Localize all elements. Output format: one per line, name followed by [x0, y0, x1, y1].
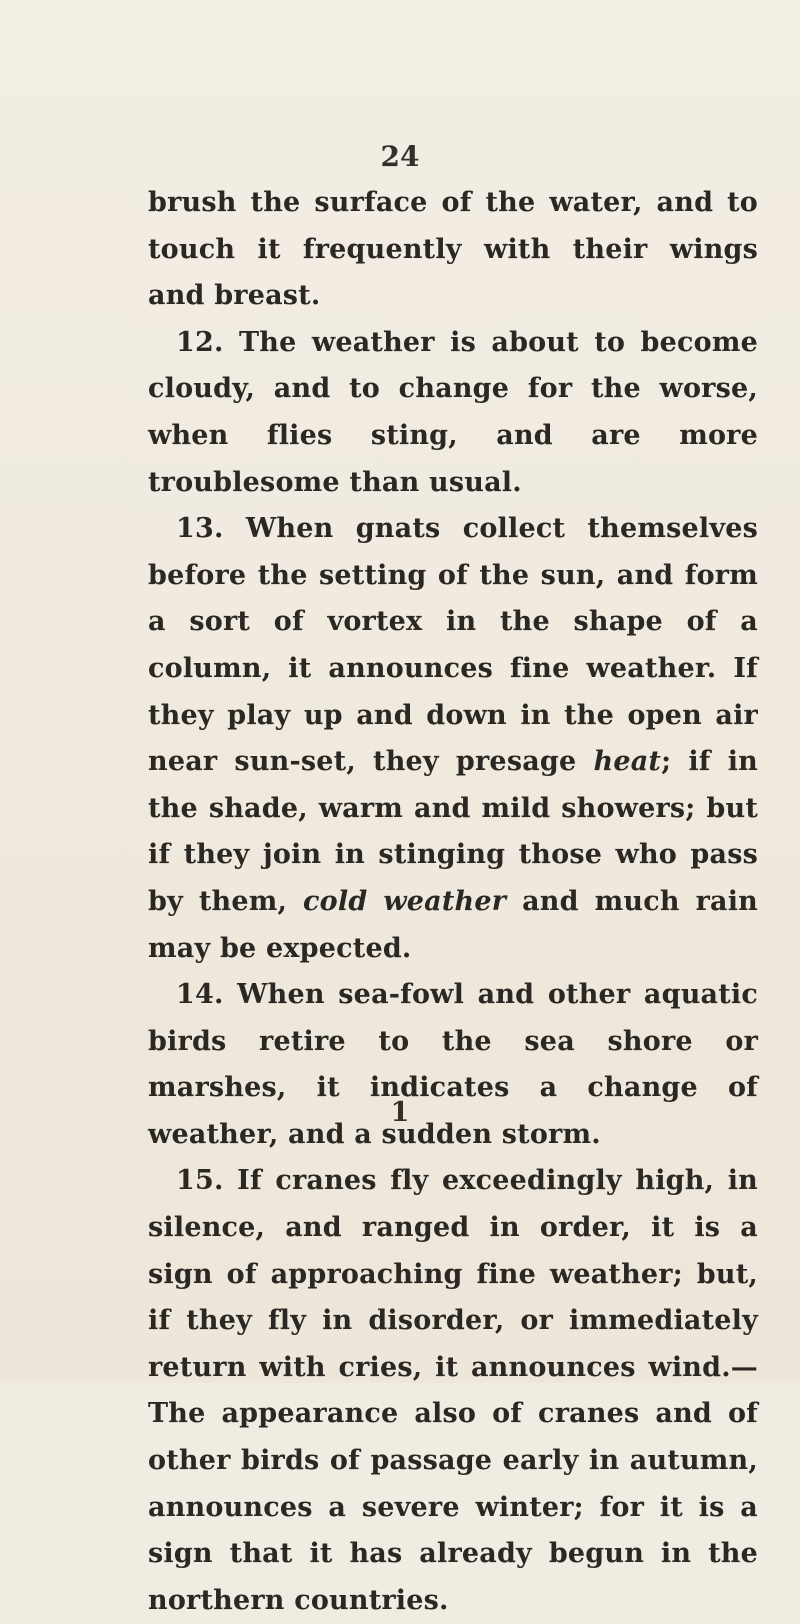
italic-term-heat: heat: [593, 746, 662, 778]
paragraph-text: and much rain may be expected.: [148, 885, 758, 964]
paragraph-text: ; if in the shade, warm and mild showers; but if they join in stinging those who pass by them,: [148, 746, 758, 917]
paragraph-text: 15. If cranes fly exceedingly high, in silence, and ranged in order, it is a sign of approaching fine weather; but, if they fly in disorder, or immediately return with cries, it announces wind.—The appearance also of cranes and of other birds of passage early in autumn, announces a severe winter; for it is a sign that it has already begun in the northern countries.: [148, 1165, 758, 1616]
body-text: [148, 180, 758, 1624]
paragraph-text: 13. When gnats collect themselves before the setting of the sun, and form a sort of vortex in the shape of a column, it announces fine weather. If they play up and down in the open air near sun-set, they presage: [148, 513, 758, 778]
paragraph-text: 14. When sea-fowl and other aquatic birds retire to the sea shore or marshes, it indicates a change of weather, and a sudden storm.: [148, 979, 758, 1150]
paragraph-text: brush the surface of the water, and to touch it frequently with their wings and breast.: [148, 187, 758, 312]
page-number: 24: [380, 140, 420, 173]
paragraph-13: [148, 506, 758, 972]
signature-mark: 1: [390, 1097, 410, 1128]
paragraph-continuation: [148, 180, 758, 320]
paragraph-12: [148, 320, 758, 506]
italic-term-cold-weather: cold weather: [303, 885, 507, 917]
paragraph-14: [148, 972, 758, 1158]
paragraph-text: 12. The weather is about to become cloudy, and to change for the worse, when flies sting, and are more troublesome than usual.: [148, 326, 758, 498]
paragraph-15: [148, 1158, 758, 1624]
